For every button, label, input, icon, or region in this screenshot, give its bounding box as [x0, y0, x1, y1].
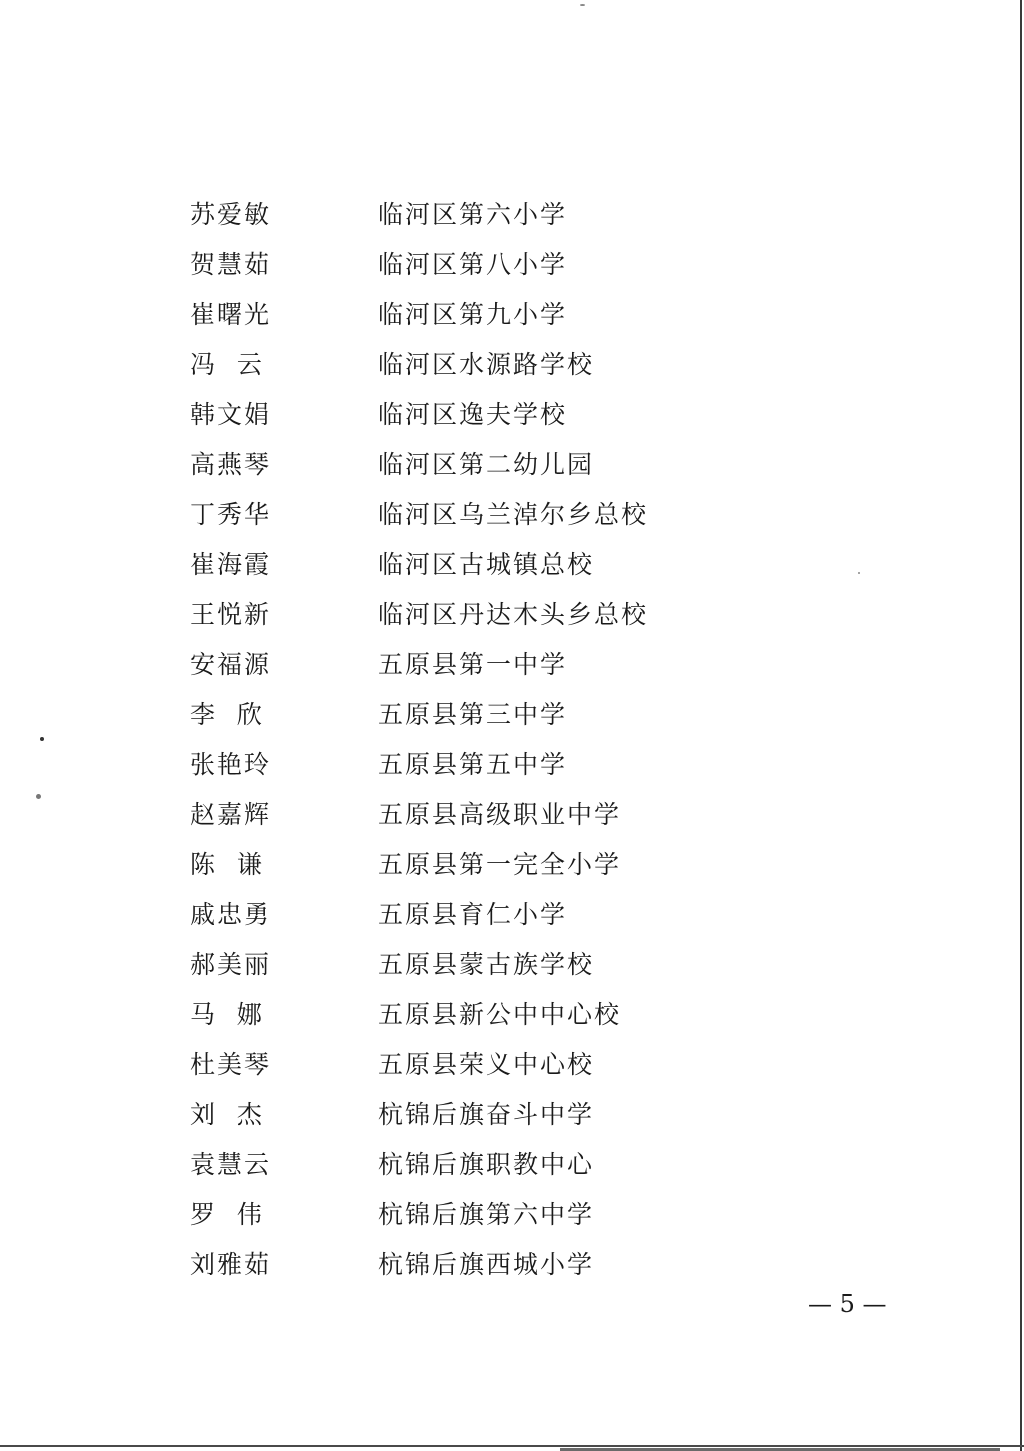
- list-item: [190, 188, 890, 238]
- person-name: 马 娜: [190, 1000, 264, 1029]
- list-item: [190, 1238, 890, 1288]
- organization: 临河区逸夫学校: [378, 400, 568, 429]
- person-name: 刘雅茹: [190, 1250, 272, 1279]
- person-name: 韩文娟: [190, 400, 272, 429]
- organization: 五原县荣义中心校: [378, 1050, 595, 1079]
- list-item: [190, 688, 890, 738]
- person-name: 李 欣: [190, 700, 264, 729]
- list-item: [190, 888, 890, 938]
- list-item: [190, 238, 890, 288]
- person-name: 崔海霞: [190, 550, 272, 579]
- person-name: 陈 谦: [190, 850, 264, 879]
- organization: 临河区第六小学: [378, 200, 568, 229]
- list-item: [190, 488, 890, 538]
- person-name: 安福源: [190, 650, 272, 679]
- list-item: [190, 1138, 890, 1188]
- organization: 临河区水源路学校: [378, 350, 595, 379]
- scan-speck: [36, 794, 41, 799]
- list-item: [190, 788, 890, 838]
- person-name: 戚忠勇: [190, 900, 272, 929]
- page-number: — 5 —: [808, 1290, 887, 1318]
- organization: 临河区第二幼儿园: [378, 450, 595, 479]
- organization: 临河区第八小学: [378, 250, 568, 279]
- name-list: [190, 188, 890, 1288]
- scan-speck: [40, 737, 44, 741]
- list-item: [190, 738, 890, 788]
- organization: 五原县高级职业中学: [378, 800, 622, 829]
- person-name: 罗 伟: [190, 1200, 264, 1229]
- organization: 五原县第五中学: [378, 750, 568, 779]
- list-item: [190, 1188, 890, 1238]
- list-item: [190, 938, 890, 988]
- organization: 五原县第三中学: [378, 700, 568, 729]
- person-name: 张艳玲: [190, 750, 272, 779]
- list-item: [190, 1088, 890, 1138]
- list-item: [190, 838, 890, 888]
- person-name: 刘 杰: [190, 1100, 264, 1129]
- organization: 临河区古城镇总校: [378, 550, 595, 579]
- list-item: [190, 338, 890, 388]
- list-item: [190, 638, 890, 688]
- person-name: 袁慧云: [190, 1150, 272, 1179]
- person-name: 崔曙光: [190, 300, 272, 329]
- organization: 杭锦后旗职教中心: [378, 1150, 595, 1179]
- person-name: 郝美丽: [190, 950, 272, 979]
- person-name: 苏爱敏: [190, 200, 272, 229]
- person-name: 杜美琴: [190, 1050, 272, 1079]
- organization: 杭锦后旗第六中学: [378, 1200, 595, 1229]
- person-name: 高燕琴: [190, 450, 272, 479]
- list-item: [190, 388, 890, 438]
- organization: 五原县新公中中心校: [378, 1000, 622, 1029]
- list-item: [190, 1038, 890, 1088]
- organization: 五原县第一中学: [378, 650, 568, 679]
- list-item: [190, 438, 890, 488]
- person-name: 赵嘉辉: [190, 800, 272, 829]
- organization: 临河区乌兰淖尔乡总校: [378, 500, 649, 529]
- person-name: 冯 云: [190, 350, 264, 379]
- scan-edge-bottom: [0, 1445, 1024, 1447]
- organization: 五原县第一完全小学: [378, 850, 622, 879]
- scan-speck: [580, 4, 585, 6]
- organization: 杭锦后旗西城小学: [378, 1250, 595, 1279]
- list-item: [190, 288, 890, 338]
- organization: 五原县育仁小学: [378, 900, 568, 929]
- organization: 五原县蒙古族学校: [378, 950, 595, 979]
- list-item: [190, 588, 890, 638]
- person-name: 贺慧茹: [190, 250, 272, 279]
- scan-edge-right: [1020, 0, 1022, 1451]
- organization: 杭锦后旗奋斗中学: [378, 1100, 595, 1129]
- list-item: [190, 538, 890, 588]
- person-name: 丁秀华: [190, 500, 272, 529]
- organization: 临河区丹达木头乡总校: [378, 600, 649, 629]
- organization: 临河区第九小学: [378, 300, 568, 329]
- list-item: [190, 988, 890, 1038]
- person-name: 王悦新: [190, 600, 272, 629]
